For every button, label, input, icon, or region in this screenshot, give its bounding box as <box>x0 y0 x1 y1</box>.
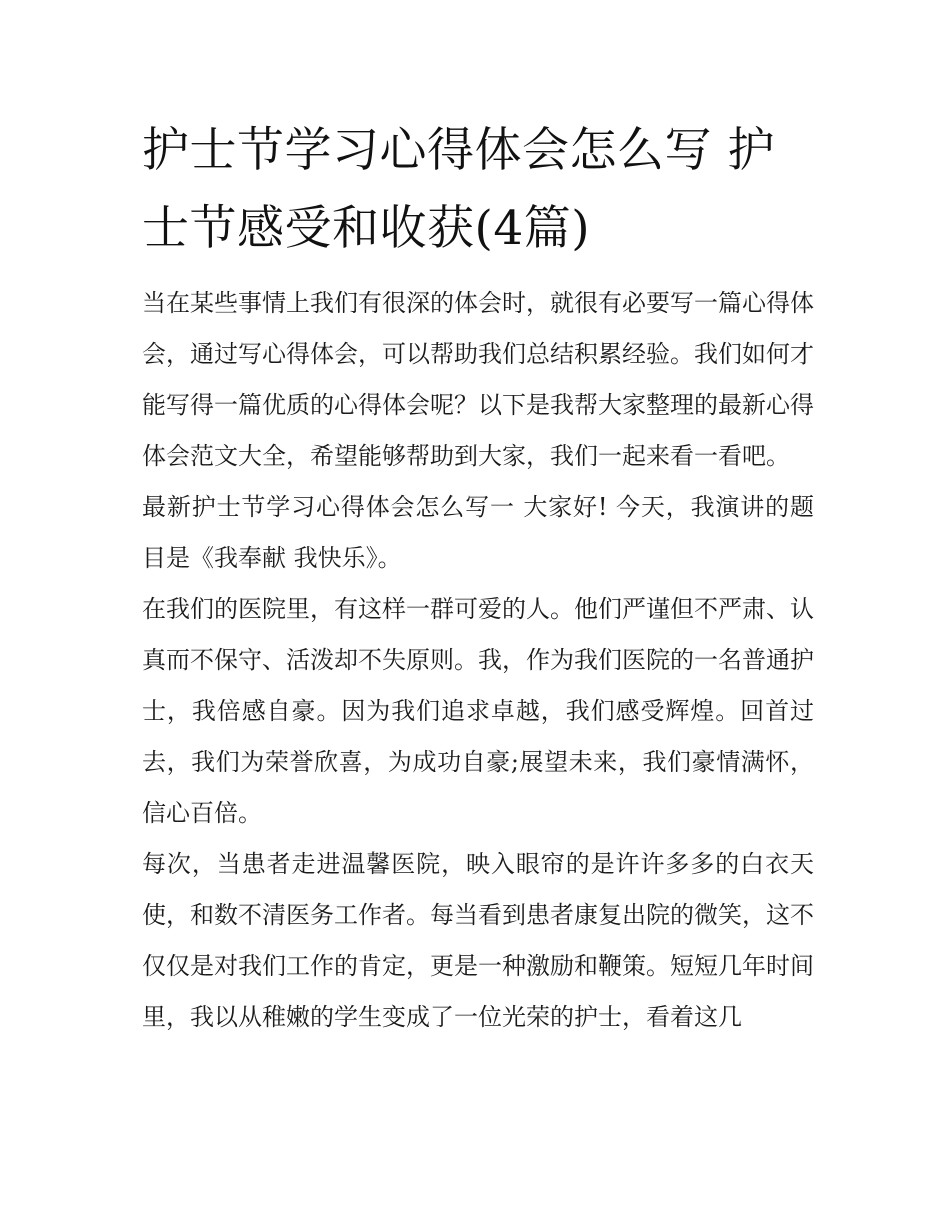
document-body <box>142 278 814 1043</box>
document-title: 护士节学习心得体会怎么写 护士节感受和收获(4篇) <box>142 123 775 256</box>
document-page <box>142 112 814 1043</box>
paragraph-speech-opening: 最新护士节学习心得体会怎么写一 大家好! 今天，我演讲的题目是《我奉献 我快乐》。 <box>142 493 814 572</box>
paragraph-patients: 每次，当患者走进温馨医院，映入眼帘的是许许多多的白衣天使，和数不清医务工作者。每当看到患者康复出院的微笑，这不仅仅是对我们工作的肯定，更是一种激励和鞭策。短短几年时间里，我以从稚嫩的学生变成了一位光荣的护士，看着这几 <box>142 850 814 1031</box>
paragraph-hospital-people: 在我们的医院里，有这样一群可爱的人。他们严谨但不严肃、认真而不保守、活泼却不失原则。我，作为我们医院的一名普通护士，我倍感自豪。因为我们追求卓越，我们感受辉煌。回首过去，我们为荣誉欣喜，为成功自豪;展望未来，我们豪情满怀，信心百倍。 <box>142 595 814 827</box>
paragraph-intro: 当在某些事情上我们有很深的体会时，就很有必要写一篇心得体会，通过写心得体会，可以帮助我们总结积累经验。我们如何才能写得一篇优质的心得体会呢？以下是我帮大家整理的最新心得体会范文大全，希望能够帮助到大家，我们一起来看一看吧。 <box>142 289 814 470</box>
